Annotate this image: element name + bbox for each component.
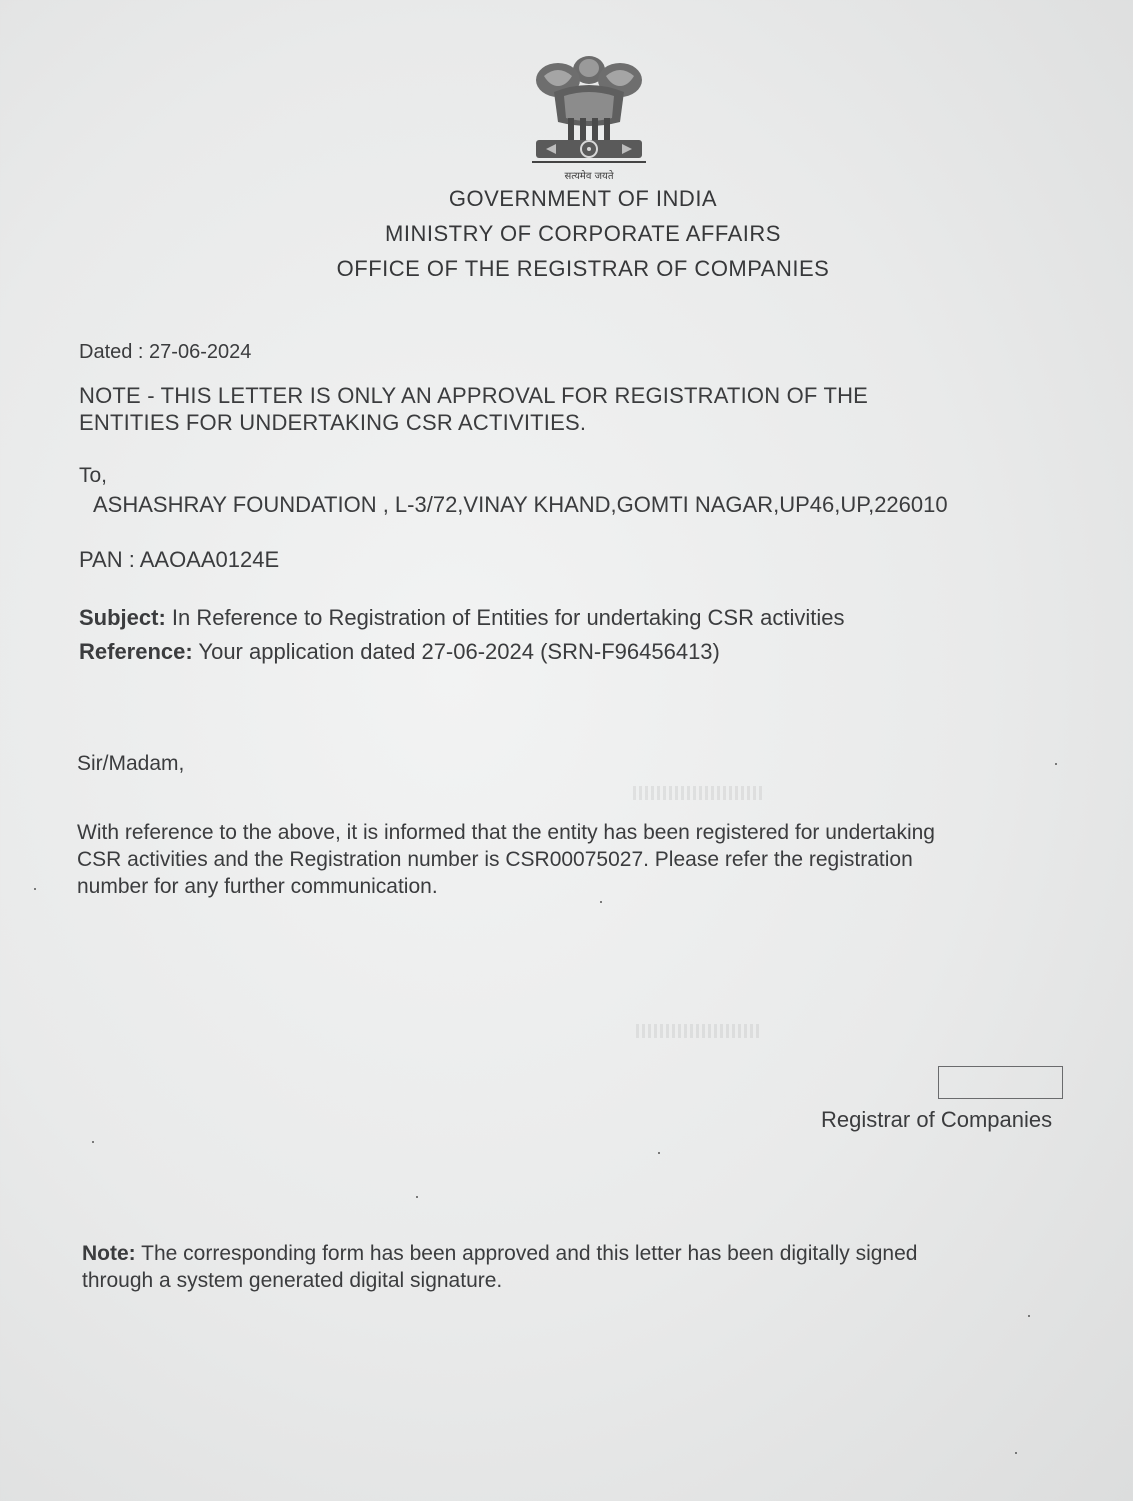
paper-speck — [416, 1196, 418, 1198]
approval-note-line2: ENTITIES FOR UNDERTAKING CSR ACTIVITIES. — [79, 410, 587, 435]
signatory-title: Registrar of Companies — [821, 1107, 1053, 1132]
print-smudge — [636, 1024, 762, 1038]
footnote-label: Note: — [82, 1242, 136, 1265]
paper-speck — [1015, 1452, 1017, 1454]
digital-signature-box — [938, 1066, 1063, 1099]
header-ministry: MINISTRY OF CORPORATE AFFAIRS — [385, 221, 781, 246]
print-smudge — [633, 786, 763, 800]
emblem-motto: सत्यमेव जयते — [564, 171, 614, 182]
footnote — [82, 1240, 917, 1294]
paper-speck — [92, 1141, 94, 1143]
salutation: Sir/Madam, — [77, 752, 185, 775]
approval-note — [79, 382, 868, 436]
footnote-text: The corresponding form has been approved and this letter has been digitally signed — [135, 1242, 918, 1265]
paper-speck — [1055, 763, 1057, 765]
footnote-line2: through a system generated digital signature. — [82, 1269, 503, 1292]
to-label: To, — [79, 464, 108, 487]
letter-date: Dated : 27-06-2024 — [79, 341, 252, 363]
reference-label: Reference: — [79, 639, 193, 664]
subject-line — [79, 604, 844, 631]
recipient-address: ASHASHRAY FOUNDATION , L-3/72,VINAY KHAND,GOMTI NAGAR,UP46,UP,226010 — [93, 492, 948, 517]
subject-text: In Reference to Registration of Entities for undertaking CSR activities — [165, 605, 845, 630]
header-government: GOVERNMENT OF INDIA — [448, 186, 718, 211]
body-line3: number for any further communication. — [77, 875, 438, 898]
reference-line — [79, 638, 720, 665]
pan-number: PAN : AAOAA0124E — [79, 547, 280, 572]
body-line1: With reference to the above, it is informed that the entity has been registered for undertaking — [77, 821, 935, 844]
paper-speck — [658, 1152, 660, 1154]
footnote-line1 — [82, 1240, 917, 1267]
paper-speck — [600, 901, 602, 903]
reference-text: Your application dated 27-06-2024 (SRN-F96456413) — [192, 639, 720, 664]
body-line2: CSR activities and the Registration number is CSR00075027. Please refer the registration — [77, 848, 913, 871]
body-paragraph — [77, 819, 935, 900]
national-emblem-icon — [524, 48, 654, 180]
subject-label: Subject: — [79, 605, 166, 630]
paper-speck — [34, 888, 36, 890]
approval-note-line1: NOTE - THIS LETTER IS ONLY AN APPROVAL FOR REGISTRATION OF THE — [79, 383, 869, 408]
header-office: OFFICE OF THE REGISTRAR OF COMPANIES — [336, 256, 830, 281]
paper-speck — [1028, 1315, 1030, 1317]
